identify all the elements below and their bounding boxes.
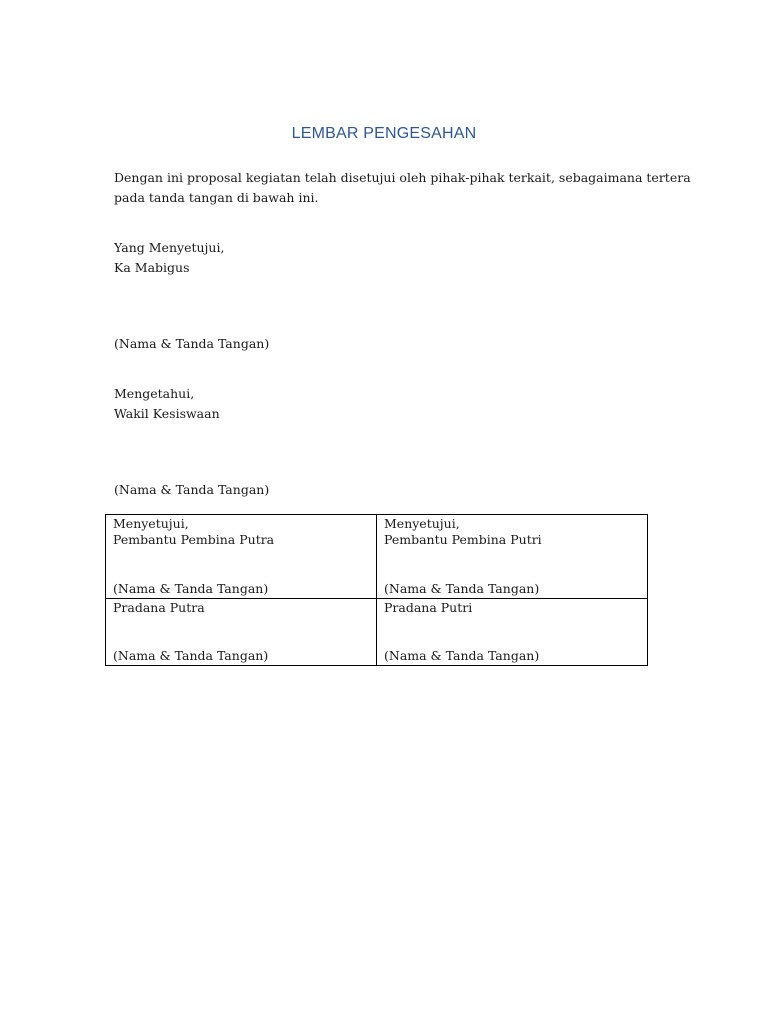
cell-label: Menyetujui, <box>384 516 460 531</box>
approver-2-label: Mengetahui, <box>114 386 195 401</box>
cell-signature: (Nama & Tanda Tangan) <box>113 581 269 596</box>
cell-role: Pradana Putri <box>384 600 473 615</box>
cell-role: Pembantu Pembina Putra <box>113 532 275 547</box>
table-cell <box>377 515 648 599</box>
cell-label: Menyetujui, <box>113 516 189 531</box>
cell-signature: (Nama & Tanda Tangan) <box>384 648 540 663</box>
table-row <box>106 599 648 666</box>
signature-table <box>105 514 648 666</box>
cell-role: Pradana Putra <box>113 600 205 615</box>
cell-role: Pembantu Pembina Putri <box>384 532 542 547</box>
table-cell <box>106 599 377 666</box>
table-cell <box>377 599 648 666</box>
intro-paragraph <box>114 168 691 207</box>
intro-line-2: pada tanda tangan di bawah ini. <box>114 189 319 205</box>
cell-heading <box>384 600 472 616</box>
approver-block-1 <box>114 238 654 277</box>
approver-2-role: Wakil Kesiswaan <box>114 405 220 421</box>
cell-heading <box>113 600 205 616</box>
cell-signature: (Nama & Tanda Tangan) <box>113 648 269 663</box>
approver-1-label: Yang Menyetujui, <box>114 240 225 255</box>
cell-signature: (Nama & Tanda Tangan) <box>384 581 540 596</box>
page-title: LEMBAR PENGESAHAN <box>291 125 477 142</box>
cell-heading <box>384 516 542 548</box>
table-row <box>106 515 648 599</box>
cell-heading <box>113 516 274 548</box>
approver-1-role: Ka Mabigus <box>114 259 190 275</box>
approver-block-2 <box>114 384 654 423</box>
intro-line-1: Dengan ini proposal kegiatan telah disetujui oleh pihak-pihak terkait, sebagaimana tertera <box>114 170 691 185</box>
table-cell <box>106 515 377 599</box>
approver-1-signature: (Nama & Tanda Tangan) <box>114 336 270 351</box>
approver-2-signature: (Nama & Tanda Tangan) <box>114 482 270 497</box>
